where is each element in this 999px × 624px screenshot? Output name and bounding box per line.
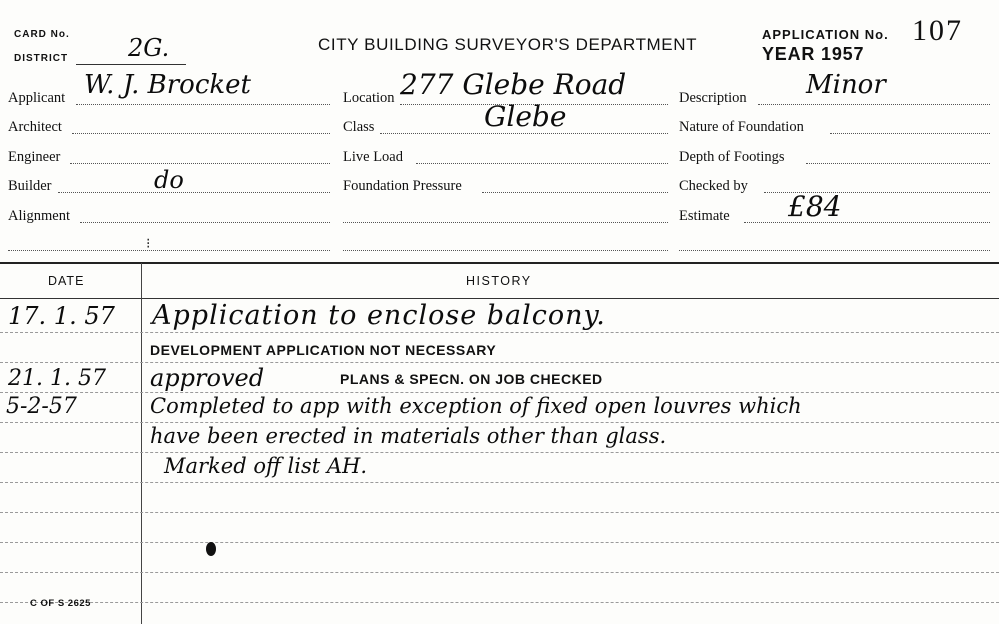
application-label: APPLICATION No. — [762, 27, 889, 42]
foundation-pressure-label: Foundation Pressure — [343, 178, 462, 194]
history-rule — [0, 452, 999, 453]
card-no-label: CARD No. — [14, 29, 70, 40]
applicant-value: W. J. Brocket — [84, 70, 251, 100]
entry-text: Marked off list AH. — [164, 454, 368, 478]
engineer-line — [70, 163, 330, 164]
entry-text: approved — [150, 364, 265, 392]
applicant-line — [76, 104, 330, 105]
location-value: 277 Glebe Road — [400, 68, 627, 101]
history-column-header: HISTORY — [466, 274, 532, 288]
history-rule — [0, 542, 999, 543]
estimate-label: Estimate — [679, 208, 730, 224]
alignment-label: Alignment — [8, 208, 71, 224]
estimate-line — [744, 222, 990, 223]
form-code: C OF S 2625 — [30, 598, 91, 609]
history-rule — [0, 572, 999, 573]
entry-date: 5-2-57 — [6, 394, 77, 419]
middle-line-6 — [343, 250, 668, 251]
history-rule — [0, 392, 999, 393]
architect-line — [72, 133, 330, 134]
description-line — [758, 104, 990, 105]
estimate-value: £84 — [788, 190, 842, 223]
application-number: 107 — [912, 14, 963, 47]
builder-value: do — [154, 166, 184, 194]
entry-date: 21. 1. 57 — [8, 366, 106, 391]
description-value: Minor — [806, 70, 886, 100]
entry-date: 17. 1. 57 — [8, 302, 115, 330]
live-load-label: Live Load — [343, 149, 403, 165]
description-label: Description — [679, 90, 747, 106]
alignment-line-2 — [8, 250, 330, 251]
middle-line-5 — [343, 222, 668, 223]
live-load-line — [416, 163, 668, 164]
engineer-label: Engineer — [8, 149, 61, 165]
nature-of-foundation-label: Nature of Foundation — [679, 119, 804, 135]
history-rule — [0, 512, 999, 513]
date-column-divider — [141, 263, 142, 624]
checked-by-label: Checked by — [679, 178, 748, 194]
history-rule — [0, 332, 999, 333]
depth-of-footings-label: Depth of Footings — [679, 149, 785, 165]
year-text: YEAR 1957 — [762, 44, 865, 64]
entry-stamp: DEVELOPMENT APPLICATION NOT NECESSARY — [150, 342, 497, 358]
alignment-line — [80, 222, 330, 223]
builder-label: Builder — [8, 178, 52, 194]
entry-text: Application to enclose balcony. — [152, 300, 606, 331]
nature-of-foundation-line — [830, 133, 990, 134]
location-value-2: Glebe — [484, 100, 567, 133]
foundation-pressure-line — [482, 192, 668, 193]
history-rule — [0, 422, 999, 423]
ink-blot — [206, 542, 216, 556]
class-label: Class — [343, 119, 375, 135]
history-rule — [0, 602, 999, 603]
history-rule — [0, 362, 999, 363]
builder-line — [58, 192, 330, 193]
history-rule — [0, 482, 999, 483]
entry-text: Completed to app with exception of fixed open louvres which — [150, 394, 802, 418]
entry-stamp: PLANS & SPECN. ON JOB CHECKED — [340, 371, 603, 387]
right-line-6 — [679, 250, 990, 251]
district-value: 2G. — [128, 34, 170, 62]
architect-label: Architect — [8, 119, 62, 135]
district-underline — [76, 64, 186, 65]
department-title: CITY BUILDING SURVEYOR'S DEPARTMENT — [318, 35, 698, 54]
depth-of-footings-line — [806, 163, 990, 164]
history-header-rule — [0, 298, 999, 299]
section-divider — [0, 262, 999, 264]
district-label: DISTRICT — [14, 53, 69, 64]
entry-text: have been erected in materials other than glass. — [150, 424, 667, 448]
location-label: Location — [343, 90, 395, 106]
class-line — [380, 133, 668, 134]
applicant-label: Applicant — [8, 90, 66, 106]
date-column-header: DATE — [48, 274, 85, 288]
ink-mark: ⁝ — [146, 236, 151, 252]
